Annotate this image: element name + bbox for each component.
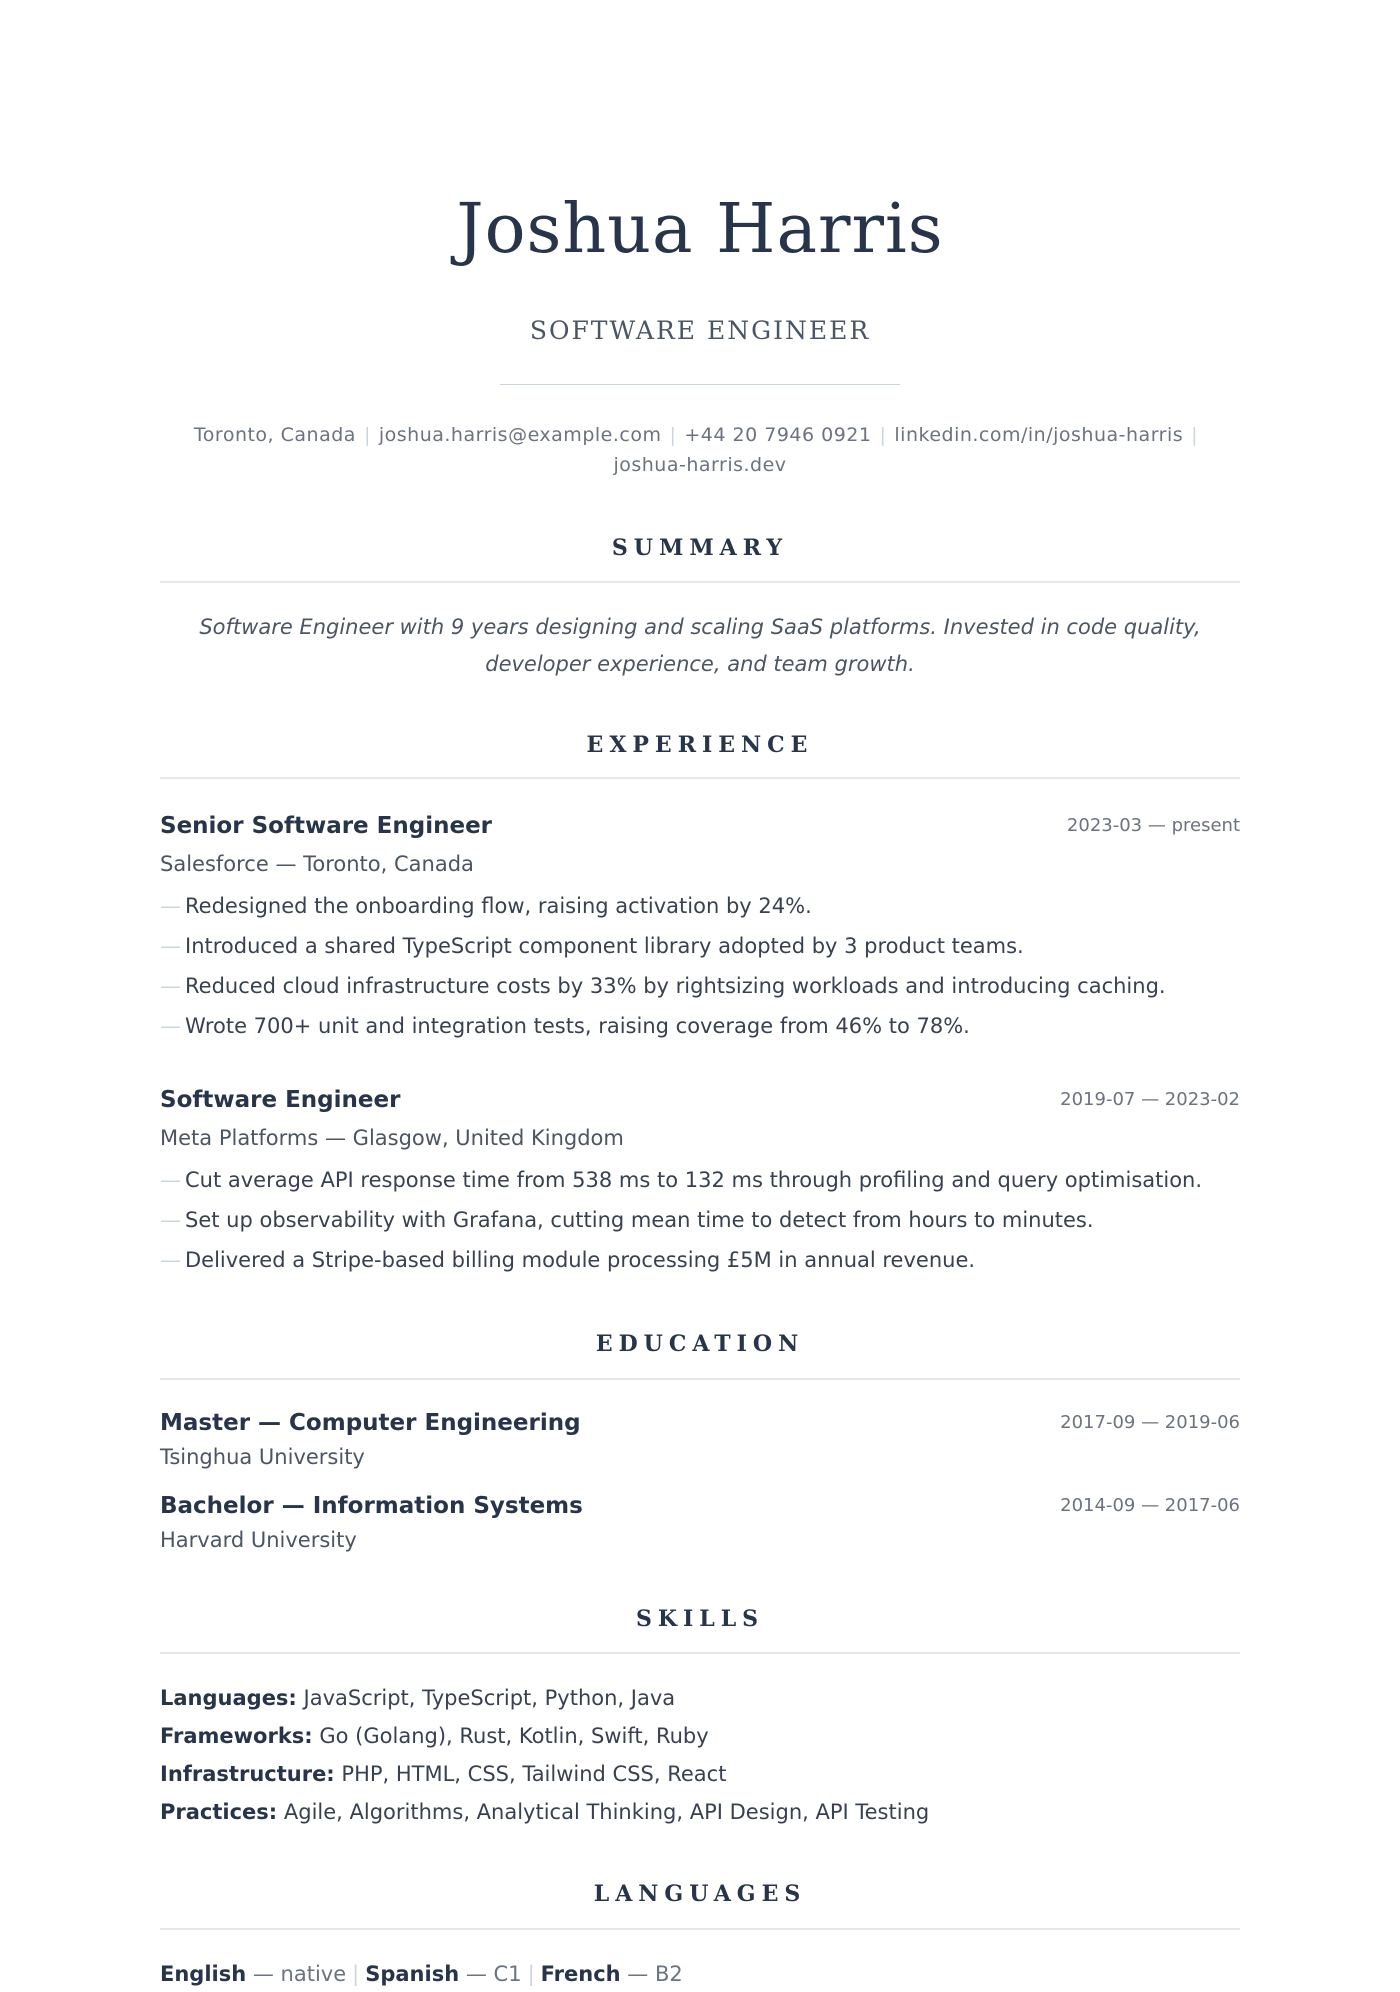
skill-value: Agile, Algorithms, Analytical Thinking, API Design, API Testing — [283, 1800, 930, 1824]
section-divider — [160, 1378, 1240, 1380]
list-item — [160, 1200, 1240, 1240]
skills-list — [160, 1679, 1240, 1831]
language-level: native — [280, 1962, 347, 1986]
job-title: Senior Software Engineer — [160, 813, 493, 839]
job-title: Software Engineer — [160, 1087, 401, 1113]
education-dates: 2014-09 — 2017-06 — [1060, 1495, 1240, 1516]
bullet-text: Wrote 700+ unit and integration tests, raising coverage from 46% to 78%. — [185, 1014, 970, 1038]
list-item — [160, 1240, 1240, 1280]
job-bullets — [160, 886, 1240, 1046]
summary-heading: SUMMARY — [611, 535, 789, 561]
list-item — [160, 1160, 1240, 1200]
summary-text: Software Engineer with 9 years designing and scaling SaaS platforms. Invested in code quality, developer experience, and team growth. — [199, 615, 1201, 676]
language-name: Spanish — [365, 1962, 460, 1986]
language-name: French — [540, 1962, 621, 1986]
degree-title: Bachelor — Information Systems — [160, 1493, 583, 1519]
language-level: B2 — [654, 1962, 683, 1986]
contact-phone[interactable]: +44 20 7946 0921 — [684, 424, 872, 446]
language-separator: | — [352, 1962, 360, 1986]
candidate-name: Joshua Harris — [456, 190, 944, 269]
job-company: Meta Platforms — Glasgow, United Kingdom — [160, 1126, 624, 1150]
job-bullets — [160, 1160, 1240, 1280]
contact-separator: | — [669, 424, 677, 446]
bullet-dash: — — [160, 1014, 181, 1038]
contact-email[interactable]: joshua.harris@example.com — [378, 424, 662, 446]
education-dates: 2017-09 — 2019-06 — [1060, 1412, 1240, 1433]
list-item — [160, 966, 1240, 1006]
job-company: Salesforce — Toronto, Canada — [160, 852, 474, 876]
bullet-text: Set up observability with Grafana, cutting mean time to detect from hours to minutes. — [185, 1208, 1094, 1232]
language-separator: | — [527, 1962, 535, 1986]
experience-entry — [160, 808, 1240, 1046]
section-divider — [160, 777, 1240, 779]
bullet-text: Introduced a shared TypeScript component library adopted by 3 product teams. — [185, 934, 1024, 958]
education-entry — [160, 1405, 1240, 1473]
section-divider — [160, 1652, 1240, 1654]
school-name: Harvard University — [160, 1528, 357, 1552]
bullet-dash: — — [160, 1168, 181, 1192]
bullet-dash: — — [160, 974, 181, 998]
list-item — [160, 1006, 1240, 1046]
job-dates: 2023-03 — present — [1066, 815, 1240, 836]
languages-list: English — native | Spanish — C1 | French — B2 — [160, 1962, 683, 1986]
header-divider — [500, 384, 900, 385]
bullet-dash: — — [160, 1248, 181, 1272]
bullet-dash: — — [160, 934, 181, 958]
bullet-text: Delivered a Stripe-based billing module processing £5M in annual revenue. — [185, 1248, 976, 1272]
section-divider — [160, 1928, 1240, 1930]
bullet-text: Reduced cloud infrastructure costs by 33% by rightsizing workloads and introducing caching. — [185, 974, 1166, 998]
skill-group — [160, 1793, 1240, 1831]
language-level: C1 — [493, 1962, 522, 1986]
skill-group — [160, 1717, 1240, 1755]
contact-line — [170, 420, 1230, 480]
bullet-text: Cut average API response time from 538 ms to 132 ms through profiling and query optimisation. — [185, 1168, 1203, 1192]
experience-heading: EXPERIENCE — [586, 732, 814, 758]
education-entry — [160, 1488, 1240, 1556]
section-divider — [160, 581, 1240, 583]
bullet-dash: — — [160, 894, 181, 918]
skills-heading: SKILLS — [635, 1606, 765, 1632]
school-name: Tsinghua University — [160, 1445, 365, 1469]
list-item — [160, 886, 1240, 926]
skill-label: Infrastructure: — [160, 1762, 335, 1786]
bullet-dash: — — [160, 1208, 181, 1232]
skill-label: Frameworks: — [160, 1724, 313, 1748]
candidate-role: SOFTWARE ENGINEER — [529, 316, 871, 345]
contact-separator: | — [1191, 424, 1199, 446]
skill-label: Practices: — [160, 1800, 278, 1824]
skill-value: PHP, HTML, CSS, Tailwind CSS, React — [341, 1762, 727, 1786]
skill-group — [160, 1755, 1240, 1793]
languages-heading: LANGUAGES — [593, 1881, 807, 1907]
contact-separator: | — [879, 424, 887, 446]
contact-website[interactable]: joshua-harris.dev — [613, 454, 787, 476]
bullet-text: Redesigned the onboarding flow, raising activation by 24%. — [185, 894, 812, 918]
skill-value: Go (Golang), Rust, Kotlin, Swift, Ruby — [319, 1724, 709, 1748]
skill-group — [160, 1679, 1240, 1717]
job-dates: 2019-07 — 2023-02 — [1060, 1089, 1240, 1110]
degree-title: Master — Computer Engineering — [160, 1410, 581, 1436]
skill-label: Languages: — [160, 1686, 297, 1710]
contact-separator: | — [363, 424, 371, 446]
education-heading: EDUCATION — [595, 1331, 805, 1357]
skill-value: JavaScript, TypeScript, Python, Java — [303, 1686, 676, 1710]
contact-location: Toronto, Canada — [193, 424, 356, 446]
experience-entry — [160, 1082, 1240, 1280]
language-name: English — [160, 1962, 247, 1986]
list-item — [160, 926, 1240, 966]
contact-linkedin[interactable]: linkedin.com/in/joshua-harris — [894, 424, 1184, 446]
